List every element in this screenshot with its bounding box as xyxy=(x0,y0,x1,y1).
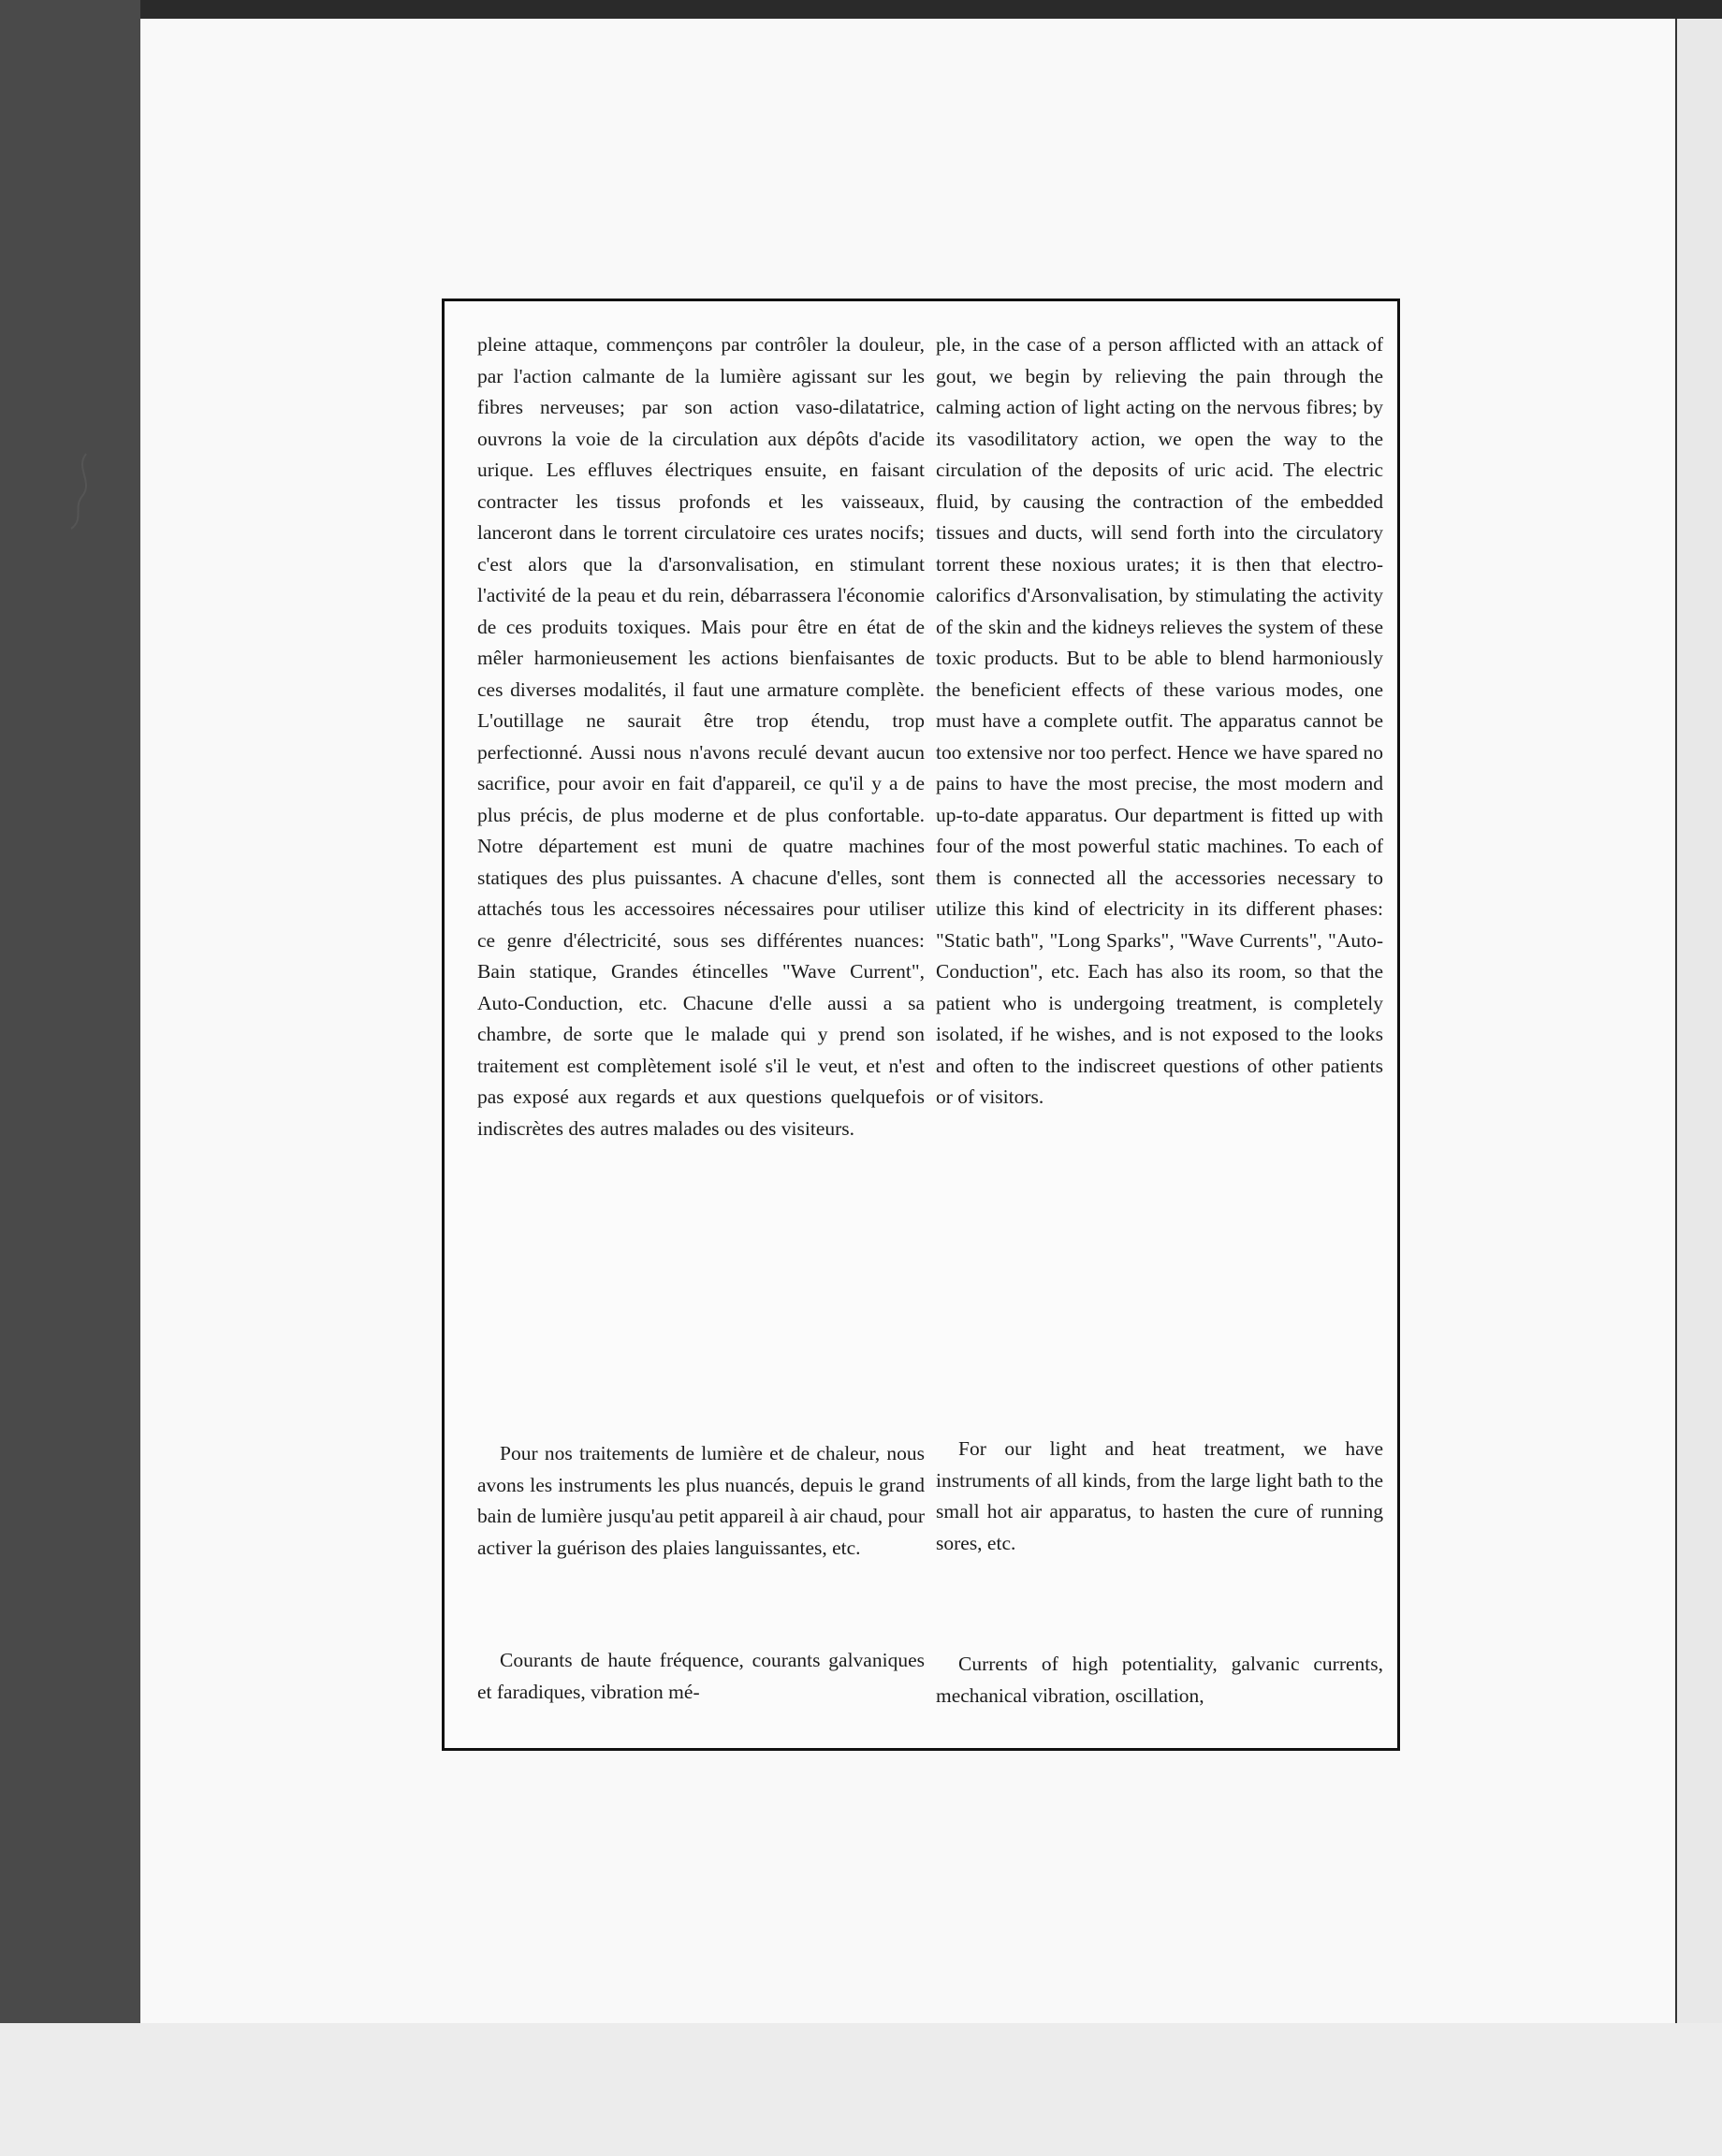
scan-background-left xyxy=(0,0,140,2156)
scan-background-bottom xyxy=(0,2023,1722,2156)
french-paragraph-2: Pour nos traitements de lumière et de chaleur, nous avons les instruments les plus nuancés, depuis le grand bain de lumière jusqu'au petit appareil à air chaud, pour activer la guérison des plaies languissantes, etc. xyxy=(477,1442,925,1559)
english-paragraph-3: Currents of high potentiality, galvanic currents, mechanical vibration, oscillation, xyxy=(936,1653,1383,1707)
facing-page-edge xyxy=(1675,19,1722,2023)
french-paragraph-1: pleine attaque, commençons par contrôler la douleur, par l'action calmante de la lumière agissant sur les fibres nerveuses; par son action vaso-dilatatrice, ouvrons la voie de la circulation aux dépôts d'acide urique. Les effluves électriques ensuite, en faisant contracter les tissus profonds et les vaisseaux, lanceront dans le torrent circulatoire ces urates nocifs; c'est alors que la d'arsonvalisation, en stimulant l'activité de la peau et du rein, débarrassera l'économie de ces produits toxiques. Mais pour être en état de mêler harmonieusement les actions bienfaisantes de ces diverses modalités, il faut une armature complète. L'outillage ne saurait être trop étendu, trop perfectionné. Aussi nous n'avons reculé devant aucun sacrifice, pour avoir en fait d'appareil, ce qu'il y a de plus précis, de plus moderne et de plus confortable. Notre département est muni de quatre machines statiques des plus puissantes. A chacune d'elles, sont attachés tous les accessoires nécessaires pour utiliser ce genre d'électricité, sous ses différentes nuances: Bain statique, Grandes étincelles "Wave Current", Auto-Conduction, etc. Chacune d'elle aussi a sa chambre, de sorte que le malade qui y prend son traitement est complètement isolé s'il le veut, et n'est pas exposé aux regards et aux questions quelquefois indiscrètes des autres malades ou des visiteurs. xyxy=(477,333,925,1140)
english-paragraph-1: ple, in the case of a person afflicted with an attack of gout, we begin by relieving the pain through the calming action of light acting on the nervous fibres; by its vasodilitatory action, we open the way to the circulation of the deposits of uric acid. The electric fluid, by causing the contraction of the embedded tissues and ducts, will send forth into the circulatory torrent these noxious urates; it is then that electro-calorifics d'Arsonvalisation, by stimulating the activity of the skin and the kidneys relieves the system of these toxic products. But to be able to blend harmoniously the beneficient effects of these various modes, one must have a complete outfit. The apparatus cannot be too extensive nor too perfect. Hence we have spared no pains to have the most precise, the most modern and up-to-date apparatus. Our department is fitted up with four of the most powerful static machines. To each of them is connected all the accessories necessary to utilize this kind of electricity in its different phases: "Static bath", "Long Sparks", "Wave Currents", "Auto-Conduction", etc. Each has also its room, so that the patient who is undergoing treatment, is completely isolated, if he wishes, and is not exposed to the looks and often to the indiscreet questions of other patients or of visitors. xyxy=(936,333,1383,1108)
text-frame xyxy=(442,299,1400,1751)
french-paragraph-3: Courants de haute fréquence, courants galvaniques et faradiques, vibration mé- xyxy=(477,1649,925,1703)
margin-pencil-mark xyxy=(66,449,103,533)
english-paragraph-2: For our light and heat treatment, we have instruments of all kinds, from the large light bath to the small hot air apparatus, to hasten the cure of running sores, etc. xyxy=(936,1437,1383,1554)
scan-background-top xyxy=(0,0,1722,19)
